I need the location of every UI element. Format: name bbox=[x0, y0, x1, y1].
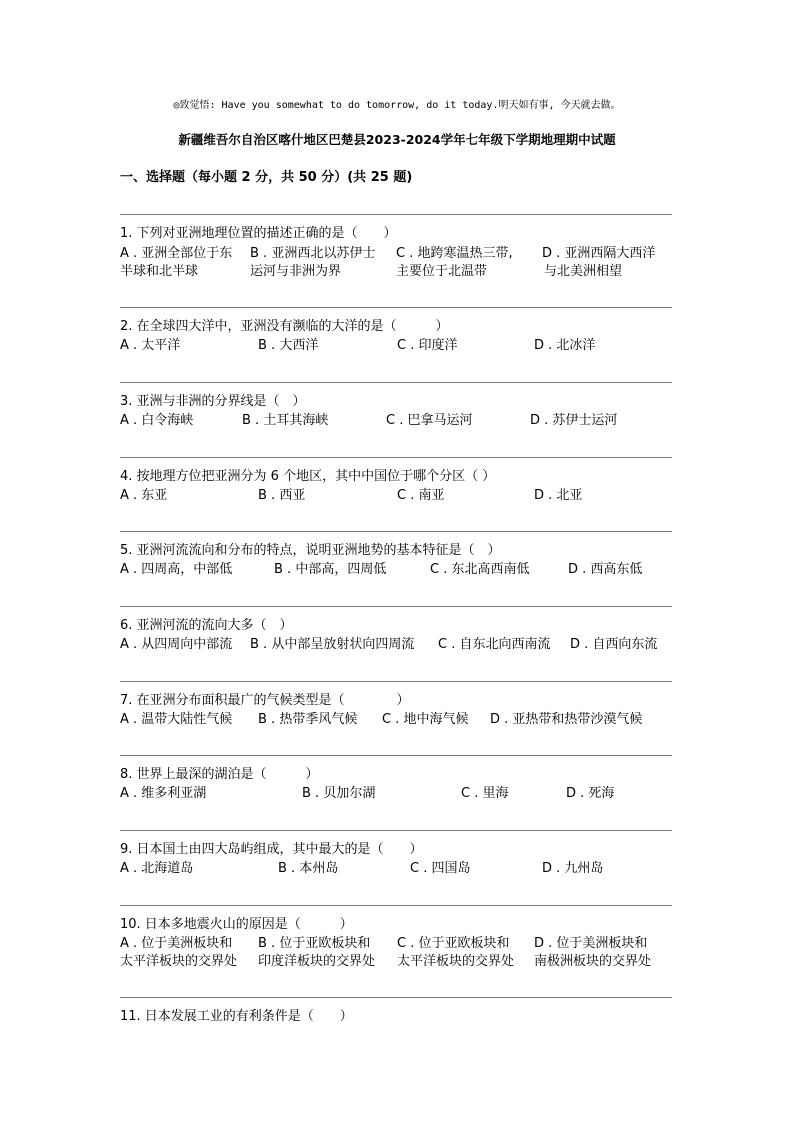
option-c[interactable]: C . 巴拿马运河 bbox=[386, 413, 473, 428]
option-a-cont: 太平洋板块的交界处 bbox=[120, 954, 238, 969]
option-b[interactable]: B . 中部高，四周低 bbox=[274, 562, 387, 577]
option-c[interactable]: C . 东北高西南低 bbox=[430, 562, 530, 577]
question-stem: 3. 亚洲与非洲的分界线是（ ） bbox=[120, 394, 306, 409]
option-a[interactable]: A . 温带大陆性气候 bbox=[120, 712, 233, 727]
option-d[interactable]: D . 苏伊士运河 bbox=[530, 413, 618, 428]
divider bbox=[120, 830, 672, 831]
option-c-cont: 主要位于北温带 bbox=[396, 264, 488, 279]
option-b[interactable]: B . 贝加尔湖 bbox=[302, 786, 376, 801]
option-c-cont: 太平洋板块的交界处 bbox=[397, 954, 515, 969]
option-d[interactable]: D . 九州岛 bbox=[542, 861, 604, 876]
document-title: 新疆维吾尔自治区喀什地区巴楚县2023-2024学年七年级下学期地理期中试题 bbox=[178, 132, 616, 147]
option-c[interactable]: C . 自东北向西南流 bbox=[438, 637, 551, 652]
divider bbox=[120, 307, 672, 308]
option-a[interactable]: A . 白令海峡 bbox=[120, 413, 194, 428]
option-c[interactable]: C . 四国岛 bbox=[410, 861, 471, 876]
divider bbox=[120, 905, 672, 906]
option-a[interactable]: A . 太平洋 bbox=[120, 338, 181, 353]
option-a[interactable]: A . 四周高，中部低 bbox=[120, 562, 233, 577]
option-d[interactable]: D . 北冰洋 bbox=[534, 338, 596, 353]
divider bbox=[120, 457, 672, 458]
option-b[interactable]: B . 位于亚欧板块和 bbox=[258, 936, 371, 951]
option-b[interactable]: B . 亚洲西北以苏伊士 bbox=[250, 246, 376, 261]
option-d[interactable]: D . 亚热带和热带沙漠气候 bbox=[490, 712, 643, 727]
option-b[interactable]: B . 西亚 bbox=[258, 488, 306, 503]
option-d[interactable]: D . 西高东低 bbox=[568, 562, 643, 577]
divider bbox=[120, 606, 672, 607]
option-a-cont: 半球和北半球 bbox=[120, 264, 199, 279]
question-stem: 4. 按地理方位把亚洲分为 6 个地区，其中中国位于哪个分区（ ） bbox=[120, 469, 496, 484]
option-c[interactable]: C . 地跨寒温热三带, bbox=[396, 246, 513, 261]
question-stem: 1. 下列对亚洲地理位置的描述正确的是（ ） bbox=[120, 226, 397, 241]
divider bbox=[120, 382, 672, 383]
question-stem: 9. 日本国土由四大岛屿组成，其中最大的是（ ） bbox=[120, 842, 423, 857]
option-a[interactable]: A . 东亚 bbox=[120, 488, 168, 503]
option-d[interactable]: D . 北亚 bbox=[534, 488, 583, 503]
option-b[interactable]: B . 从中部呈放射状向四周流 bbox=[250, 637, 415, 652]
question-stem: 6. 亚洲河流的流向大多（ ） bbox=[120, 618, 293, 633]
option-c[interactable]: C . 地中海气候 bbox=[382, 712, 469, 727]
question-stem: 5. 亚洲河流流向和分布的特点，说明亚洲地势的基本特征是（ ） bbox=[120, 543, 501, 558]
option-a[interactable]: A . 北海道岛 bbox=[120, 861, 194, 876]
section-title: 一、选择题（每小题 2 分，共 50 分）(共 25 题) bbox=[120, 170, 413, 185]
option-b[interactable]: B . 大西洋 bbox=[258, 338, 319, 353]
option-b[interactable]: B . 本州岛 bbox=[278, 861, 339, 876]
question-stem: 11. 日本发展工业的有利条件是（ ） bbox=[120, 1009, 353, 1024]
option-b[interactable]: B . 土耳其海峡 bbox=[242, 413, 329, 428]
option-d-cont: 与北美洲相望 bbox=[544, 264, 623, 279]
option-a[interactable]: A . 维多利亚湖 bbox=[120, 786, 207, 801]
question-stem: 8. 世界上最深的湖泊是（ ） bbox=[120, 767, 319, 782]
divider bbox=[120, 681, 672, 682]
option-c[interactable]: C . 南亚 bbox=[397, 488, 445, 503]
divider bbox=[120, 755, 672, 756]
divider bbox=[120, 531, 672, 532]
option-b[interactable]: B . 热带季风气候 bbox=[258, 712, 358, 727]
option-b-cont: 印度洋板块的交界处 bbox=[258, 954, 376, 969]
option-d[interactable]: D . 亚洲西隔大西洋 bbox=[542, 246, 656, 261]
option-d-cont: 南极洲板块的交界处 bbox=[534, 954, 652, 969]
option-a[interactable]: A . 位于美洲板块和 bbox=[120, 936, 233, 951]
divider bbox=[120, 997, 672, 998]
question-stem: 2. 在全球四大洋中，亚洲没有濒临的大洋的是（ ） bbox=[120, 319, 449, 334]
option-c[interactable]: C . 位于亚欧板块和 bbox=[397, 936, 510, 951]
option-c[interactable]: C . 里海 bbox=[461, 786, 509, 801]
motto-header: ◎致觉悟: Have you somewhat to do tomorrow, do it today.明天如有事, 今天就去做。 bbox=[173, 100, 621, 111]
option-c[interactable]: C . 印度洋 bbox=[397, 338, 458, 353]
option-d[interactable]: D . 死海 bbox=[566, 786, 615, 801]
option-a[interactable]: A . 亚洲全部位于东 bbox=[120, 246, 233, 261]
option-a[interactable]: A . 从四周向中部流 bbox=[120, 637, 233, 652]
divider bbox=[120, 214, 672, 215]
question-stem: 7. 在亚洲分布面积最广的气候类型是（ ） bbox=[120, 693, 410, 708]
option-d[interactable]: D . 位于美洲板块和 bbox=[534, 936, 648, 951]
option-d[interactable]: D . 自西向东流 bbox=[570, 637, 658, 652]
option-b-cont: 运河与非洲为界 bbox=[250, 264, 342, 279]
question-stem: 10. 日本多地震火山的原因是（ ） bbox=[120, 917, 353, 932]
